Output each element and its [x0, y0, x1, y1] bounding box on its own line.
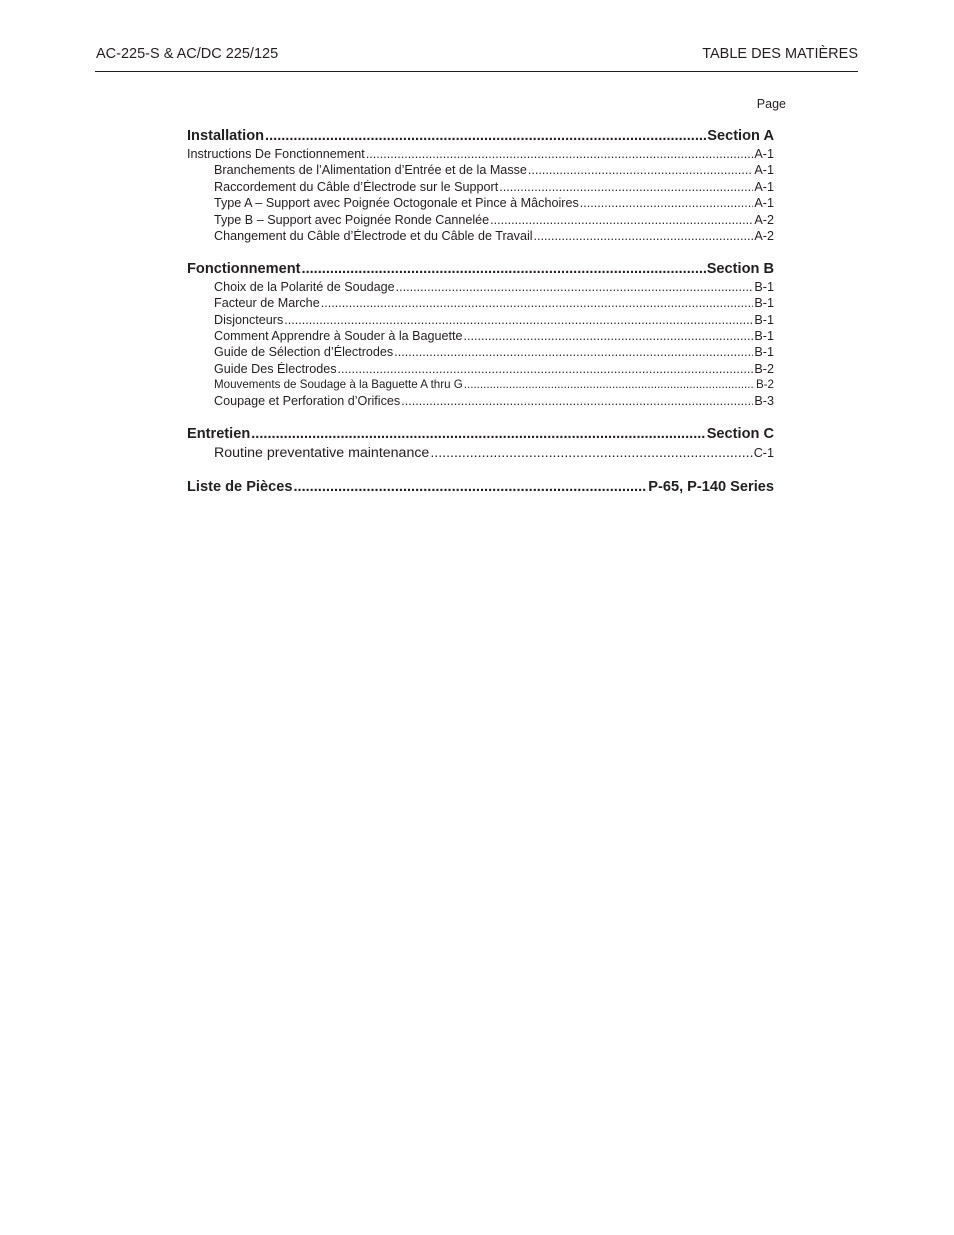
toc-entry-title: Guide Des Électrodes [214, 362, 337, 376]
toc-section-title: Liste de Pièces [187, 479, 293, 495]
toc-page-ref: A-1 [754, 147, 774, 161]
page-header [96, 46, 858, 66]
toc-section-title: Entretien [187, 426, 251, 442]
toc-section-title: Fonctionnement [187, 261, 301, 277]
header-model: AC-225-S & AC/DC 225/125 [96, 46, 279, 62]
toc-entry[interactable] [214, 229, 774, 249]
dot-leader [580, 196, 754, 210]
toc-entry[interactable] [214, 394, 774, 414]
dot-leader [302, 261, 706, 277]
toc-entry-title: Guide de Sélection d’Électrodes [214, 345, 394, 359]
toc-page-ref: Section A [707, 128, 774, 144]
toc-page-ref: B-1 [754, 313, 774, 327]
toc-entry-title: Branchements de l’Alimentation d’Entrée et de la Masse [214, 163, 527, 177]
toc-page-ref: B-1 [754, 345, 774, 359]
dot-leader [528, 163, 753, 177]
dot-leader [430, 445, 752, 461]
dot-leader [490, 213, 753, 227]
toc-entry-title: Changement du Câble d’Électrode et du Câble de Travail [214, 229, 533, 243]
toc-entry-title: Coupage et Perforation d’Orifices [214, 394, 401, 408]
toc-section-entretien[interactable] [187, 426, 774, 446]
toc-entry-title: Mouvements de Soudage à la Baguette A thru G [214, 378, 463, 391]
dot-leader [251, 426, 705, 442]
toc-entry[interactable] [214, 445, 774, 465]
toc-entry-title: Routine preventative maintenance [214, 445, 430, 461]
toc-page-ref: B-1 [754, 329, 774, 343]
toc-page-ref: B-2 [754, 362, 774, 376]
dot-leader [293, 479, 647, 495]
dot-leader [499, 180, 753, 194]
toc-section-pieces[interactable] [187, 479, 774, 499]
header-section-title: TABLE DES MATIÈRES [702, 46, 858, 62]
toc-page-ref: B-3 [754, 394, 774, 408]
header-divider [95, 71, 858, 72]
dot-leader [265, 128, 706, 144]
toc-entry-title: Raccordement du Câble d’Électrode sur le Support [214, 180, 499, 194]
toc-section-installation[interactable] [187, 128, 774, 148]
toc-page-ref: B-1 [754, 296, 774, 310]
dot-leader [396, 280, 754, 294]
dot-leader [366, 147, 754, 161]
toc-entry-title: Instructions De Fonctionnement [187, 147, 365, 161]
dot-leader [338, 362, 754, 376]
dot-leader [534, 229, 754, 243]
toc-page-ref: Section B [706, 261, 774, 277]
toc-page-ref: B-2 [755, 378, 774, 391]
dot-leader [394, 345, 753, 359]
dot-leader [401, 394, 753, 408]
dot-leader [464, 378, 755, 391]
toc-page-ref: Section C [706, 426, 774, 442]
dot-leader [284, 313, 753, 327]
toc-page-ref: B-1 [754, 280, 774, 294]
toc-page-ref: A-2 [754, 229, 774, 243]
toc-page-ref: P-65, P-140 Series [648, 479, 774, 495]
dot-leader [464, 329, 754, 343]
toc-entry-title: Facteur de Marche [214, 296, 320, 310]
toc-entry-title: Disjoncteurs [214, 313, 284, 327]
toc-page-ref: A-1 [754, 196, 774, 210]
toc-section-fonctionnement[interactable] [187, 261, 774, 281]
toc-entry-title: Type B – Support avec Poignée Ronde Cannelée [214, 213, 490, 227]
dot-leader [321, 296, 754, 310]
toc-section-title: Installation [187, 128, 265, 144]
toc-page-ref: A-1 [754, 163, 774, 177]
page-column-label: Page [756, 97, 786, 111]
toc-page-ref: A-2 [754, 213, 774, 227]
toc-entry-title: Choix de la Polarité de Soudage [214, 280, 395, 294]
toc-entry-title: Type A – Support avec Poignée Octogonale et Pince à Mâchoires [214, 196, 579, 210]
toc-entry-title: Comment Apprendre à Souder à la Baguette [214, 329, 463, 343]
toc-page-ref: C-1 [753, 446, 774, 460]
toc-page-ref: A-1 [754, 180, 774, 194]
